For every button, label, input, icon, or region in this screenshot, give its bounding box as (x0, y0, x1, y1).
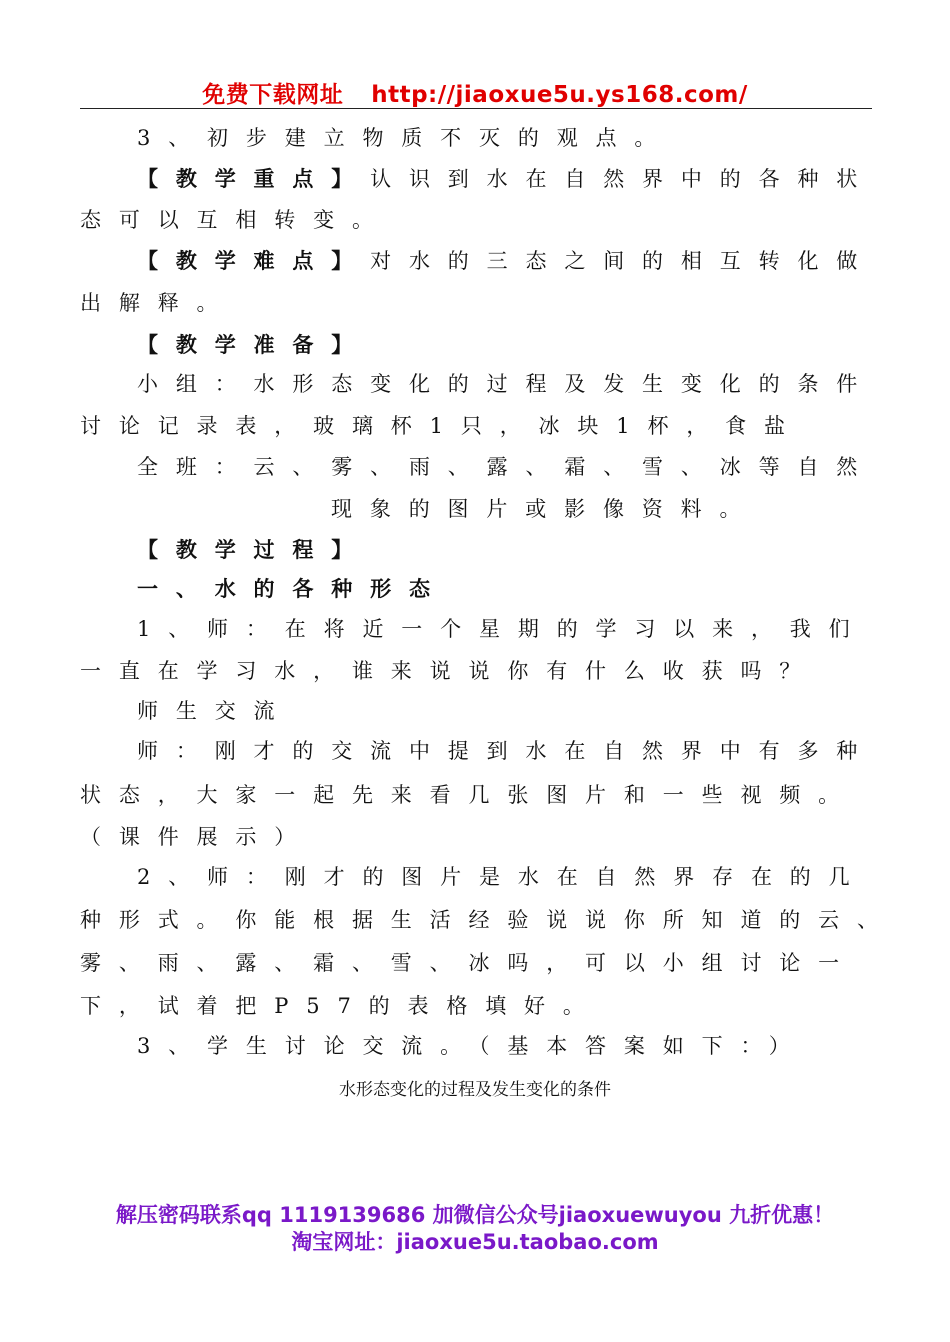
objective-3: 3、初步建立物质不灭的观点。 (137, 126, 674, 150)
teacher-remark: 师：刚才的交流中提到水在自然界中有多种 (137, 739, 876, 763)
footer-taobao-link[interactable]: 淘宝网址：jiaoxue5u.taobao.com (291, 1230, 659, 1254)
header-divider (80, 108, 872, 109)
download-header (0, 76, 950, 109)
teaching-focus-cont: 态可以互相转变。 (80, 208, 391, 232)
courseware-note: （课件展示） (80, 825, 314, 849)
teaching-difficulty: 【教学难点】对水的三态之间的相互转化做 (137, 248, 876, 273)
prep-group: 小组：水形态变化的过程及发生变化的条件 (137, 372, 876, 396)
teaching-focus: 【教学重点】认识到水在自然界中的各种状 (137, 166, 876, 191)
step-2-cont-1: 种形式。你能根据生活经验说说你所知道的云、 (80, 908, 896, 932)
step-1-cont: 一直在学习水，谁来说说你有什么收获吗？ (80, 659, 819, 683)
prep-class: 全班：云、雾、雨、露、霜、雪、冰等自然 (137, 455, 876, 479)
section-1-heading: 一、水的各种形态 (137, 576, 448, 601)
teaching-difficulty-cont: 出解释。 (80, 291, 236, 315)
download-url-link[interactable]: http://jiaoxue5u.ys168.com/ (371, 82, 748, 108)
teaching-prep-heading: 【教学准备】 (137, 332, 371, 357)
step-3: 3、学生讨论交流。（基本答案如下：） (137, 1034, 808, 1058)
step-2-cont-3: 下，试着把P57的表格填好。 (80, 994, 602, 1018)
prep-group-cont: 讨论记录表，玻璃杯1只，冰块1杯，食盐 (80, 414, 803, 438)
prep-class-cont: 现象的图片或影像资料。 (331, 497, 759, 521)
step-1: 1、师：在将近一个星期的学习以来，我们 (137, 617, 868, 641)
table-caption: 水形态变化的过程及发生变化的条件 (339, 1080, 611, 1100)
teacher-student-exchange: 师生交流 (137, 699, 293, 723)
footer-contact: 解压密码联系qq 1119139686 加微信公众号jiaoxuewuyou 九折优惠！ (115, 1203, 835, 1227)
download-label: 免费下载网址 (202, 82, 344, 108)
step-2-cont-2: 雾、雨、露、霜、雪、冰吗，可以小组讨论一 (80, 951, 857, 975)
teacher-remark-cont: 状态，大家一起先来看几张图片和一些视频。 (80, 783, 857, 807)
teaching-process-heading: 【教学过程】 (137, 537, 371, 562)
step-2: 2、师：刚才的图片是水在自然界存在的几 (137, 865, 868, 889)
